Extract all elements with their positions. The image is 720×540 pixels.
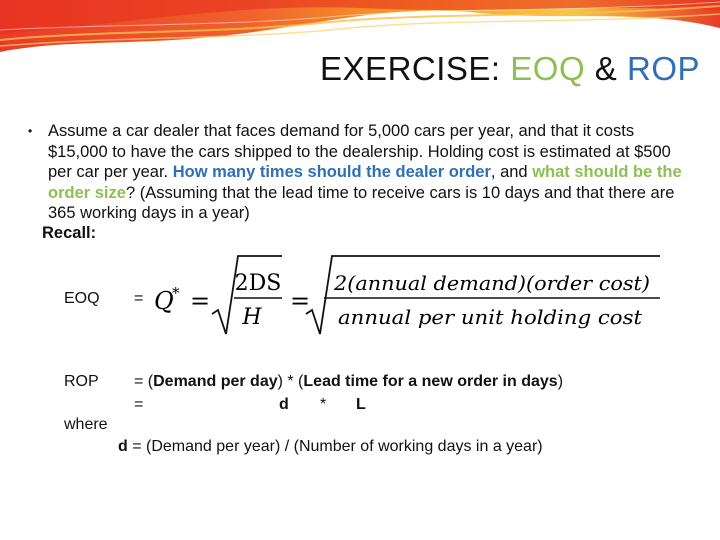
fraction-1-numerator: 2DS (234, 271, 282, 296)
fraction-2-denominator: annual per unit holding cost (338, 305, 644, 329)
question-order-times: How many times should the dealer order (172, 163, 491, 181)
where-label: where (64, 416, 108, 433)
title-rop: ROP (626, 50, 700, 87)
question-order-size: what should be the order size (48, 163, 682, 202)
svg-text:=: = (290, 287, 311, 315)
title-eoq: EOQ (510, 50, 586, 87)
rop-lead-time: Lead time for a new order in days (303, 373, 558, 390)
rop-line-2-d: d (279, 396, 289, 413)
d-definition: d = (Demand per year) / (Number of working days in a year) (118, 438, 543, 455)
rop-line-2-eq: = (134, 396, 144, 413)
q-star: Q (154, 287, 174, 315)
eoq-label: EOQ (64, 290, 100, 307)
eoq-formula (152, 252, 662, 338)
rop-demand-per-day: Demand per day (153, 373, 278, 390)
slide-title: EXERCISE: EOQ & ROP (320, 50, 700, 87)
fraction-2-numerator: 2(annual demand)(order cost) (332, 271, 650, 295)
fraction-1-denominator: H (242, 305, 262, 330)
problem-statement (28, 121, 698, 224)
bullet-dot-icon: • (28, 124, 33, 138)
rop-label: ROP (64, 373, 99, 390)
recall-heading: Recall: (42, 224, 97, 242)
eoq-equals: = (134, 290, 144, 307)
problem-paragraph: Assume a car dealer that faces demand for 5,000 cars per year, and that it costs $15,000 to have the cars shipped to the dealership. Holding cost is estimated at $500 per car per year. How many times should the dealer order, and what should be the order size? (Assuming that the lead time to receive cars is 10 days and that there are 365 working days in a year) (48, 122, 682, 222)
svg-text:=: = (190, 287, 211, 315)
rop-line-1: = (Demand per day) * (Lead time for a new order in days) (134, 373, 564, 390)
rop-line-2-star: * (320, 396, 327, 413)
svg-text:*: * (172, 284, 180, 302)
rop-line-2-l: L (356, 396, 366, 413)
